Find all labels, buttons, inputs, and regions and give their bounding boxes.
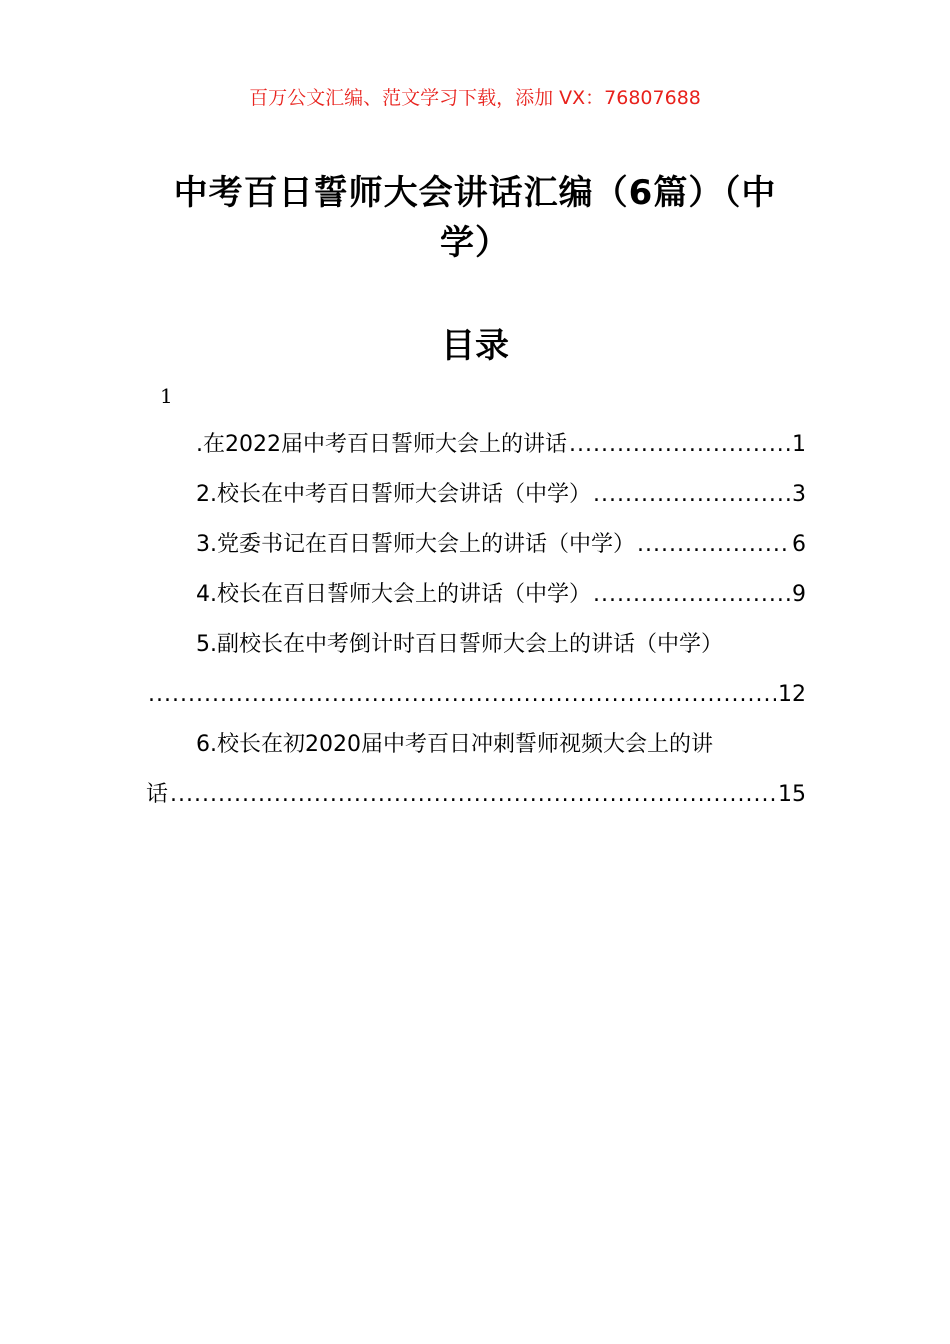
toc-entry-page: 6 [792,532,806,557]
toc-entry[interactable] [146,470,806,520]
toc-entry-title[interactable]: 6.校长在初2020届中考百日冲刺誓师视频大会上的讲 [196,732,713,757]
toc-entry-page: 12 [778,682,806,707]
dot-leader [148,670,776,720]
toc-entry[interactable] [146,720,806,820]
toc-entry-page: 15 [778,782,806,807]
dot-leader [170,770,776,820]
toc-entry-title[interactable]: .在2022届中考百日誓师大会上的讲话 [196,432,567,457]
toc-entry-page: 1 [792,432,806,457]
toc-entry[interactable] [146,520,806,570]
dot-leader [593,470,790,520]
toc-entry-title[interactable]: 2.校长在中考百日誓师大会讲话（中学） [196,482,591,507]
toc-entry[interactable] [146,620,806,720]
document-title: 中考百日誓师大会讲话汇编（6篇）（中学） [173,173,777,263]
toc-entry-title[interactable]: 3.党委书记在百日誓师大会上的讲话（中学） [196,532,635,557]
toc-entry-title[interactable]: 5.副校长在中考倒计时百日誓师大会上的讲话（中学） [196,632,723,657]
toc-entry[interactable] [146,420,806,470]
toc-entry-title[interactable]: 4.校长在百日誓师大会上的讲话（中学） [196,582,591,607]
toc-heading: 目录 [441,326,509,366]
dot-leader [593,570,790,620]
table-of-contents [146,420,806,820]
toc-entry-title-continuation[interactable]: 话 [146,782,169,807]
dot-leader [569,420,790,470]
dot-leader [637,520,790,570]
header-note: 百万公文汇编、范文学习下载，添加 VX：76807688 [249,87,701,109]
toc-entry-page: 9 [792,582,806,607]
toc-entry[interactable] [146,570,806,620]
toc-entry-page: 3 [792,482,806,507]
stray-number: 1 [160,384,173,408]
